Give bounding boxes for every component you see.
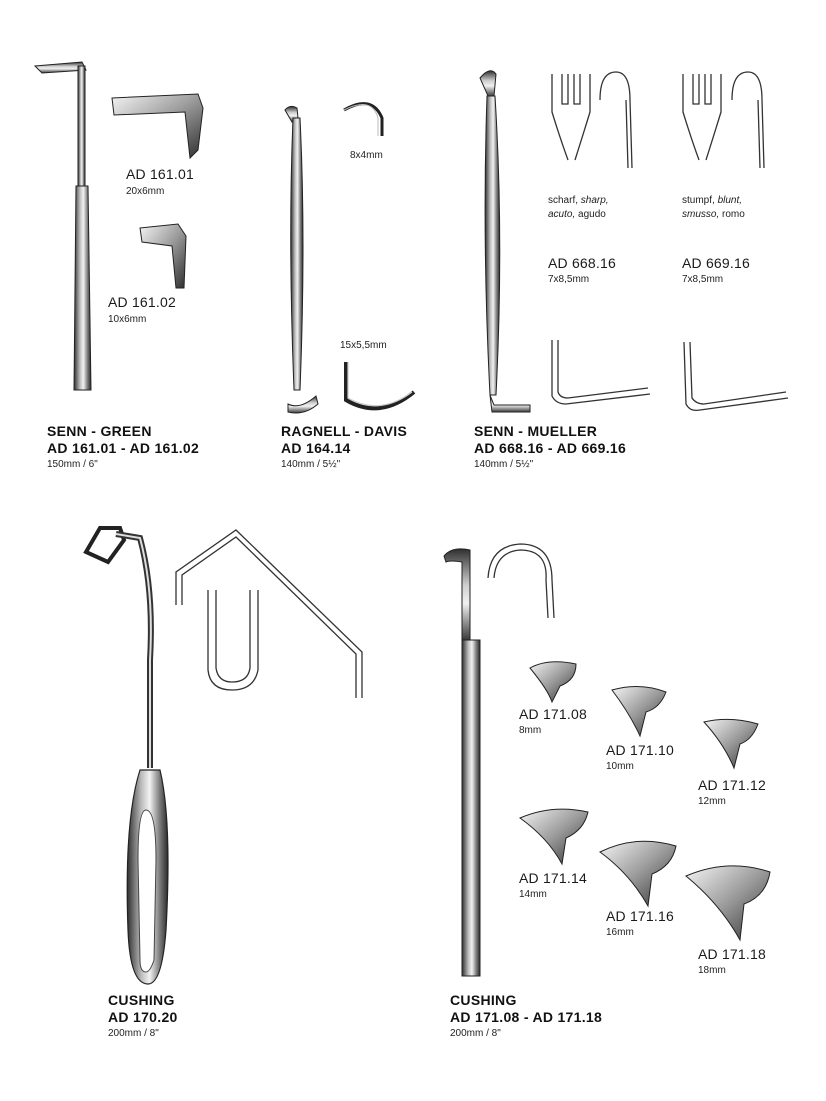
variant-size: 10mm xyxy=(606,761,634,772)
variant-code: AD 171.16 xyxy=(606,908,674,924)
product-name: CUSHING xyxy=(450,992,517,1008)
product-length: 140mm / 5½" xyxy=(474,459,534,470)
variant-size: 18mm xyxy=(698,965,726,976)
variant-size: 7x8,5mm xyxy=(682,274,724,285)
product-block-senn-mueller xyxy=(474,423,626,470)
senn-mueller-instrument xyxy=(480,71,788,412)
product-codes: AD 171.08 - AD 171.18 xyxy=(450,1009,603,1025)
product-codes: AD 170.20 xyxy=(108,1009,178,1025)
variant-code: AD 161.02 xyxy=(108,294,176,310)
variant-code: AD 669.16 xyxy=(682,255,750,271)
product-codes: AD 668.16 - AD 669.16 xyxy=(474,440,627,456)
product-block-cushing-170 xyxy=(108,992,178,1039)
variant-code: AD 171.18 xyxy=(698,946,766,962)
product-length: 200mm / 8" xyxy=(450,1028,501,1039)
variant-code: AD 668.16 xyxy=(548,255,616,271)
variant-size: 14mm xyxy=(519,889,547,900)
variant-code: AD 171.12 xyxy=(698,777,766,793)
product-block-cushing-171 xyxy=(450,992,602,1039)
variant-code: AD 171.08 xyxy=(519,706,587,722)
variant-size: 10x6mm xyxy=(108,314,147,325)
variant-size: 20x6mm xyxy=(126,186,165,197)
variant-note: scharf, sharp, acuto, agudo xyxy=(548,195,609,220)
product-name: SENN - MUELLER xyxy=(474,423,598,439)
product-block-senn-green xyxy=(47,423,199,470)
product-codes: AD 161.01 - AD 161.02 xyxy=(47,440,200,456)
product-length: 140mm / 5½" xyxy=(281,459,341,470)
product-name: RAGNELL - DAVIS xyxy=(281,423,408,439)
variant-size: 12mm xyxy=(698,796,726,807)
product-name: SENN - GREEN xyxy=(47,423,152,439)
product-length: 200mm / 8" xyxy=(108,1028,159,1039)
variant-code: AD 171.14 xyxy=(519,870,587,886)
product-name: CUSHING xyxy=(108,992,175,1008)
product-length: 150mm / 6" xyxy=(47,459,98,470)
product-codes: AD 164.14 xyxy=(281,440,351,456)
variant-code: AD 161.01 xyxy=(126,166,194,182)
cushing-nerve-retractor-instrument xyxy=(86,528,362,984)
variant-code: AD 171.10 xyxy=(606,742,674,758)
variant-size: 7x8,5mm xyxy=(548,274,590,285)
senn-green-instrument xyxy=(35,62,203,390)
variant-note: stumpf, blunt, smusso, romo xyxy=(682,195,745,220)
variant-size: 16mm xyxy=(606,927,634,938)
product-block-ragnell-davis xyxy=(281,423,407,470)
tip-size: 8x4mm xyxy=(350,150,383,161)
variant-size: 8mm xyxy=(519,725,542,736)
tip-size: 15x5,5mm xyxy=(340,340,387,351)
